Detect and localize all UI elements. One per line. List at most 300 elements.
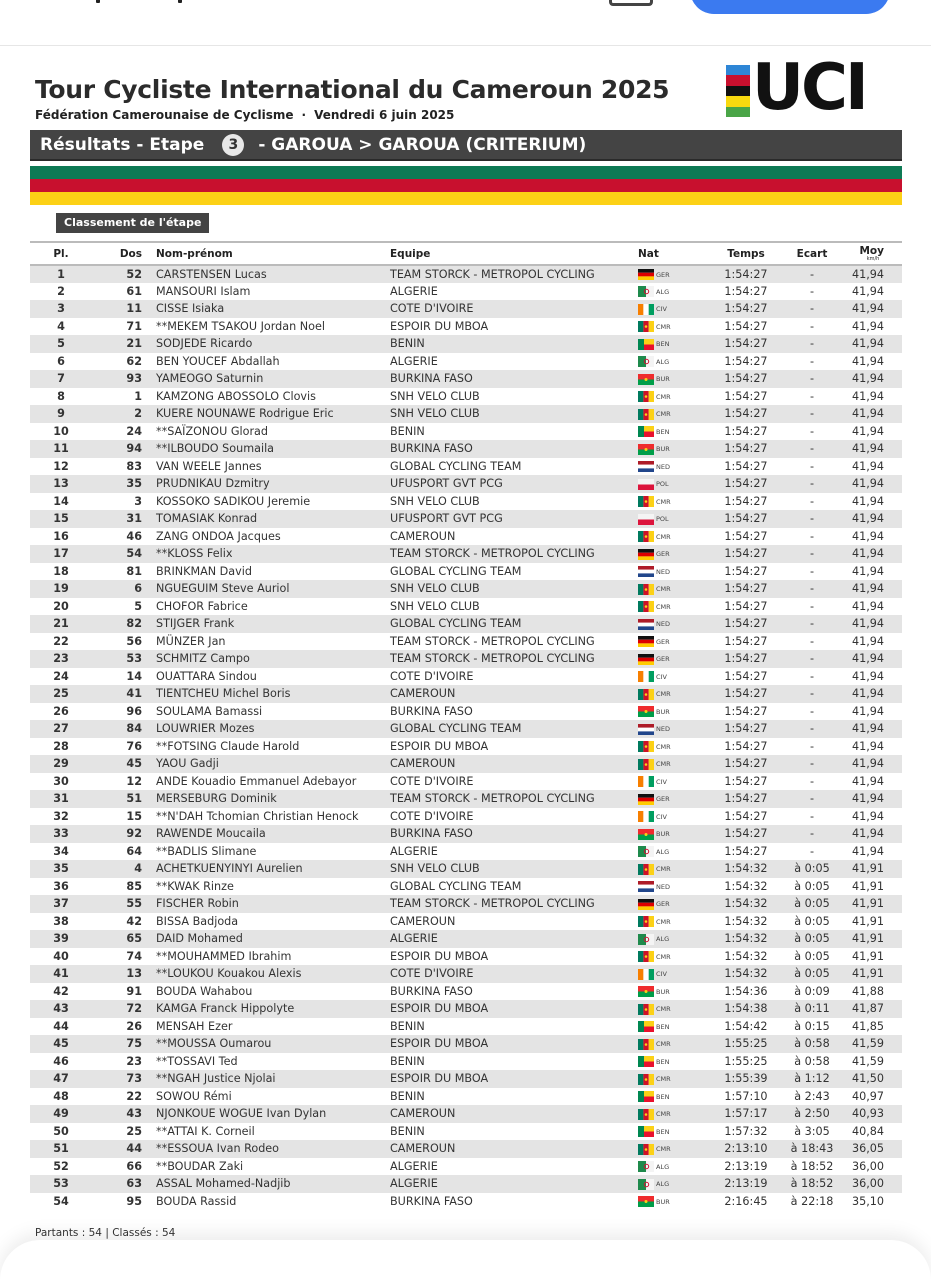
table-row: [30, 808, 902, 826]
nationality: [638, 563, 710, 581]
results-table: [30, 241, 902, 1210]
table-row: [30, 423, 902, 441]
nationality: [638, 878, 710, 896]
place: 21: [53, 617, 69, 631]
average-speed: 41,94: [851, 389, 884, 403]
flag-alg-icon: [638, 846, 654, 857]
place: 33: [53, 827, 69, 841]
bib-number: 81: [126, 564, 142, 578]
bib-number: 6: [134, 582, 142, 596]
team-name: BENIN: [390, 337, 425, 351]
time-gap: -: [809, 459, 815, 473]
bib-number: 55: [126, 897, 142, 911]
average-speed: 41,94: [851, 827, 884, 841]
nat-code: CMR: [656, 1075, 671, 1084]
place: 13: [53, 477, 69, 491]
place: 34: [53, 844, 69, 858]
nat-code: BUR: [656, 707, 670, 716]
flag-ben-icon: [638, 339, 654, 350]
nat-code: BUR: [656, 987, 670, 996]
average-speed: 41,94: [851, 494, 884, 508]
time-gap: -: [809, 617, 815, 631]
race-time: 1:54:36: [724, 984, 768, 998]
team-name: TEAM STORCK - METROPOL CYCLING: [390, 652, 595, 666]
average-speed: 41,94: [851, 284, 884, 298]
race-time: 1:54:27: [724, 389, 768, 403]
time-gap: à 0:58: [794, 1054, 830, 1068]
nationality: [638, 528, 710, 546]
race-time: 1:54:32: [724, 914, 768, 928]
race-time: 2:13:19: [724, 1159, 768, 1173]
nat-code: GER: [656, 900, 670, 909]
rider-name: **ATTAI K. Corneil: [156, 1124, 255, 1138]
team-name: BURKINA FASO: [390, 827, 473, 841]
nationality: [638, 720, 710, 738]
average-speed: 41,91: [851, 897, 884, 911]
team-name: TEAM STORCK - METROPOL CYCLING: [390, 267, 595, 281]
rider-name: ASSAL Mohamed-Nadjib: [156, 1177, 291, 1191]
flag-ned-icon: [638, 566, 654, 577]
team-name: COTE D'IVOIRE: [390, 669, 474, 683]
table-row: [30, 1175, 902, 1193]
table-row: [30, 1035, 902, 1053]
average-speed: 41,94: [851, 739, 884, 753]
time-gap: -: [809, 599, 815, 613]
table-row: [30, 598, 902, 616]
nat-code: NED: [656, 882, 670, 891]
bib-number: 91: [126, 984, 142, 998]
race-time: 1:54:27: [724, 722, 768, 736]
race-time: 1:54:27: [724, 372, 768, 386]
team-name: ESPOIR DU MBOA: [390, 1037, 489, 1051]
team-name: UFUSPORT GVT PCG: [390, 477, 503, 491]
bib-number: 42: [126, 914, 142, 928]
race-time: 1:54:27: [724, 337, 768, 351]
average-speed: 41,87: [851, 1002, 884, 1016]
team-name: COTE D'IVOIRE: [390, 774, 474, 788]
bib-number: 35: [126, 477, 142, 491]
flag-cmr-icon: [638, 689, 654, 700]
time-gap: -: [809, 424, 815, 438]
bib-number: 66: [126, 1159, 142, 1173]
team-name: ESPOIR DU MBOA: [390, 1002, 489, 1016]
flag-alg-icon: [638, 356, 654, 367]
nat-code: CMR: [656, 1145, 671, 1154]
bib-number: 95: [126, 1194, 142, 1208]
nat-code: CMR: [656, 532, 671, 541]
flag-cmr-icon: [638, 951, 654, 962]
bib-number: 94: [126, 442, 142, 456]
place: 38: [53, 914, 69, 928]
bib-number: 73: [126, 1072, 142, 1086]
time-gap: à 0:05: [794, 897, 830, 911]
table-row: [30, 388, 902, 406]
bib-number: 72: [126, 1002, 142, 1016]
primary-action-button[interactable]: [690, 0, 890, 14]
average-speed: 41,94: [851, 302, 884, 316]
race-time: 1:54:27: [724, 704, 768, 718]
nat-code: BEN: [656, 427, 670, 436]
nat-code: CMR: [656, 602, 671, 611]
average-speed: 41,94: [851, 459, 884, 473]
nat-code: NED: [656, 567, 670, 576]
race-time: 1:54:32: [724, 949, 768, 963]
average-speed: 41,91: [851, 914, 884, 928]
team-name: GLOBAL CYCLING TEAM: [390, 617, 522, 631]
race-time: 1:57:17: [724, 1107, 768, 1121]
time-gap: -: [809, 582, 815, 596]
team-name: CAMEROUN: [390, 529, 456, 543]
rider-name: TOMASIAK Konrad: [156, 512, 258, 526]
team-name: CAMEROUN: [390, 1142, 456, 1156]
flag-cmr-icon: [638, 759, 654, 770]
rider-name: CARSTENSEN Lucas: [156, 267, 267, 281]
team-name: BURKINA FASO: [390, 704, 473, 718]
table-row: [30, 825, 902, 843]
nat-code: NED: [656, 725, 670, 734]
table-row: [30, 685, 902, 703]
nationality: [638, 353, 710, 371]
team-name: BENIN: [390, 1124, 425, 1138]
table-row: [30, 510, 902, 528]
nat-code: CMR: [656, 1110, 671, 1119]
stage-number-badge: 3: [222, 134, 244, 156]
rider-name: ZANG ONDOA Jacques: [156, 529, 281, 543]
rider-name: ACHETKUENYINYI Aurelien: [156, 862, 303, 876]
nationality: [638, 1053, 710, 1071]
nat-code: ALG: [656, 287, 670, 296]
band-yellow: [30, 192, 902, 205]
rider-name: TIENTCHEU Michel Boris: [156, 687, 291, 701]
average-speed: 41,59: [851, 1054, 884, 1068]
average-speed: 40,84: [851, 1124, 884, 1138]
time-gap: -: [809, 722, 815, 736]
team-name: CAMEROUN: [390, 914, 456, 928]
nat-code: CMR: [656, 322, 671, 331]
flag-ger-icon: [638, 549, 654, 560]
race-time: 1:54:27: [724, 634, 768, 648]
nat-code: CMR: [656, 742, 671, 751]
team-name: SNH VELO CLUB: [390, 599, 480, 613]
team-name: BENIN: [390, 1019, 425, 1033]
time-gap: -: [809, 809, 815, 823]
bib-number: 83: [126, 459, 142, 473]
rider-name: NJONKOUE WOGUE Ivan Dylan: [156, 1107, 327, 1121]
flag-civ-icon: [638, 671, 654, 682]
rider-name: KOSSOKO SADIKOU Jeremie: [156, 494, 311, 508]
place: 54: [53, 1194, 69, 1208]
bib-number: 51: [126, 792, 142, 806]
table-row: [30, 948, 902, 966]
place: 15: [53, 512, 69, 526]
nat-code: CIV: [656, 812, 667, 821]
time-gap: -: [809, 494, 815, 508]
bib-number: 1: [134, 389, 142, 403]
time-gap: -: [809, 337, 815, 351]
race-time: 1:55:25: [724, 1037, 768, 1051]
average-speed: 41,88: [851, 984, 884, 998]
team-name: ALGERIE: [390, 844, 438, 858]
bib-number: 41: [126, 687, 142, 701]
bib-number: 62: [126, 354, 142, 368]
flag-ger-icon: [638, 636, 654, 647]
nat-code: CMR: [656, 952, 671, 961]
place: 16: [53, 529, 69, 543]
cameroon-color-band: [30, 166, 902, 205]
nat-code: CIV: [656, 305, 667, 314]
time-gap: à 18:43: [790, 1142, 834, 1156]
table-row: [30, 335, 902, 353]
time-gap: -: [809, 529, 815, 543]
place: 37: [53, 897, 69, 911]
team-name: COTE D'IVOIRE: [390, 967, 474, 981]
average-speed: 41,94: [851, 267, 884, 281]
race-time: 2:16:45: [724, 1194, 768, 1208]
nat-code: CMR: [656, 585, 671, 594]
rider-name: MANSOURI Islam: [156, 284, 251, 298]
rider-name: OUATTARA Sindou: [156, 669, 257, 683]
nationality: [638, 668, 710, 686]
time-gap: à 0:11: [794, 1002, 830, 1016]
team-name: SNH VELO CLUB: [390, 582, 480, 596]
team-name: BENIN: [390, 1054, 425, 1068]
nationality: [638, 265, 710, 283]
rider-name: **ESSOUA Ivan Rodeo: [156, 1142, 280, 1156]
place: 48: [53, 1089, 69, 1103]
bib-number: 4: [134, 862, 142, 876]
table-row: [30, 1018, 902, 1036]
race-time: 1:54:27: [724, 827, 768, 841]
flag-cmr-icon: [638, 864, 654, 875]
nat-code: POL: [656, 515, 669, 524]
flag-cmr-icon: [638, 321, 654, 332]
time-gap: -: [809, 844, 815, 858]
rider-name: CISSE Isiaka: [156, 302, 225, 316]
place: 36: [53, 879, 69, 893]
place: 44: [53, 1019, 69, 1033]
average-speed: 41,94: [851, 844, 884, 858]
flag-ben-icon: [638, 1126, 654, 1137]
nationality: [638, 790, 710, 808]
bottom-sheet[interactable]: [0, 1240, 931, 1280]
time-gap: à 0:05: [794, 949, 830, 963]
nationality: [638, 335, 710, 353]
race-time: 1:54:27: [724, 547, 768, 561]
race-time: 1:54:32: [724, 932, 768, 946]
time-gap: -: [809, 774, 815, 788]
time-gap: -: [809, 792, 815, 806]
rider-name: **TOSSAVI Ted: [156, 1054, 238, 1068]
table-row: [30, 370, 902, 388]
rider-name: SOULAMA Bamassi: [156, 704, 263, 718]
nat-code: GER: [656, 270, 670, 279]
race-time: 1:54:27: [724, 512, 768, 526]
table-row: [30, 633, 902, 651]
team-name: GLOBAL CYCLING TEAM: [390, 459, 522, 473]
time-gap: -: [809, 477, 815, 491]
col-header-nat: Nat: [638, 247, 659, 260]
race-time: 1:54:27: [724, 757, 768, 771]
avg-label: Moy: [859, 245, 884, 257]
nationality: [638, 580, 710, 598]
results-document: [0, 47, 931, 1280]
average-speed: 41,91: [851, 932, 884, 946]
rider-name: STIJGER Frank: [156, 617, 235, 631]
table-row: [30, 650, 902, 668]
table-row: [30, 1070, 902, 1088]
flag-alg-icon: [638, 934, 654, 945]
team-name: BURKINA FASO: [390, 442, 473, 456]
table-row: [30, 580, 902, 598]
nationality: [638, 1140, 710, 1158]
place: 28: [53, 739, 69, 753]
flag-cmr-icon: [638, 741, 654, 752]
rider-name: **KLOSS Felix: [156, 547, 233, 561]
flag-cmr-icon: [638, 916, 654, 927]
average-speed: 41,94: [851, 617, 884, 631]
nationality: [638, 1105, 710, 1123]
nat-code: ALG: [656, 1162, 670, 1171]
bib-number: 24: [126, 424, 142, 438]
place: 3: [57, 302, 65, 316]
time-gap: à 2:50: [794, 1107, 830, 1121]
place: 43: [53, 1002, 69, 1016]
bib-number: 14: [126, 669, 142, 683]
flag-ben-icon: [638, 1021, 654, 1032]
average-speed: 41,94: [851, 337, 884, 351]
place: 20: [53, 599, 69, 613]
col-header-place: Pl.: [53, 247, 69, 260]
team-name: ALGERIE: [390, 932, 438, 946]
average-speed: 41,94: [851, 652, 884, 666]
rider-name: FISCHER Robin: [156, 897, 239, 911]
race-time: 1:57:32: [724, 1124, 768, 1138]
time-gap: -: [809, 827, 815, 841]
section-label: Classement de l'étape: [56, 213, 209, 233]
nat-code: BEN: [656, 340, 670, 349]
team-name: BURKINA FASO: [390, 1194, 473, 1208]
place: 1: [57, 267, 65, 281]
time-gap: à 3:05: [794, 1124, 830, 1138]
flag-ned-icon: [638, 724, 654, 735]
bib-number: 52: [126, 267, 142, 281]
rider-name: KAMZONG ABOSSOLO Clovis: [156, 389, 316, 403]
average-speed: 41,94: [851, 372, 884, 386]
place: 6: [57, 354, 65, 368]
flag-cmr-icon: [638, 1039, 654, 1050]
place: 51: [53, 1142, 69, 1156]
rider-name: BRINKMAN David: [156, 564, 252, 578]
table-row: [30, 1053, 902, 1071]
place: 14: [53, 494, 69, 508]
average-speed: 41,94: [851, 319, 884, 333]
place: 25: [53, 687, 69, 701]
nationality: [638, 615, 710, 633]
rider-name: PRUDNIKAU Dzmitry: [156, 477, 270, 491]
time-gap: à 1:12: [794, 1072, 830, 1086]
federation-name: Fédération Camerounaise de Cyclisme: [35, 108, 294, 122]
bib-number: 3: [134, 494, 142, 508]
bib-number: 23: [126, 1054, 142, 1068]
table-row: [30, 773, 902, 791]
nationality: [638, 283, 710, 301]
team-name: BENIN: [390, 424, 425, 438]
place: 12: [53, 459, 69, 473]
bib-number: 54: [126, 547, 142, 561]
flag-cmr-icon: [638, 409, 654, 420]
nationality: [638, 1123, 710, 1141]
flag-cmr-icon: [638, 1109, 654, 1120]
average-speed: 41,94: [851, 809, 884, 823]
race-time: 1:54:27: [724, 407, 768, 421]
average-speed: 41,94: [851, 792, 884, 806]
col-header-name: Nom-prénom: [156, 247, 233, 260]
nationality: [638, 458, 710, 476]
place: 40: [53, 949, 69, 963]
flag-cmr-icon: [638, 391, 654, 402]
toolbar-text-fragment: [96, 0, 100, 3]
table-row: [30, 353, 902, 371]
nat-code: GER: [656, 655, 670, 664]
place: 49: [53, 1107, 69, 1121]
average-speed: 36,05: [851, 1142, 884, 1156]
time-gap: à 0:09: [794, 984, 830, 998]
team-name: ALGERIE: [390, 1177, 438, 1191]
nat-code: BUR: [656, 830, 670, 839]
nat-code: CIV: [656, 970, 667, 979]
flag-ned-icon: [638, 619, 654, 630]
rider-name: **ILBOUDO Soumaila: [156, 442, 275, 456]
flag-bur-icon: [638, 706, 654, 717]
place: 42: [53, 984, 69, 998]
flag-cmr-icon: [638, 1074, 654, 1085]
team-name: ESPOIR DU MBOA: [390, 1072, 489, 1086]
table-row: [30, 1105, 902, 1123]
nat-code: POL: [656, 480, 669, 489]
average-speed: 41,94: [851, 529, 884, 543]
tabs-button[interactable]: [609, 0, 653, 6]
nat-code: CIV: [656, 777, 667, 786]
flag-bur-icon: [638, 1196, 654, 1207]
table-row: [30, 283, 902, 301]
nationality: [638, 860, 710, 878]
place: 8: [57, 389, 65, 403]
time-gap: -: [809, 704, 815, 718]
stage-banner: [30, 130, 902, 161]
bib-number: 85: [126, 879, 142, 893]
table-row: [30, 878, 902, 896]
table-row: [30, 895, 902, 913]
place: 10: [53, 424, 69, 438]
team-name: BURKINA FASO: [390, 372, 473, 386]
nationality: [638, 388, 710, 406]
average-speed: 41,94: [851, 704, 884, 718]
bib-number: 75: [126, 1037, 142, 1051]
flag-civ-icon: [638, 304, 654, 315]
rider-name: KAMGA Franck Hippolyte: [156, 1002, 295, 1016]
bib-number: 93: [126, 372, 142, 386]
average-speed: 36,00: [851, 1177, 884, 1191]
flag-ned-icon: [638, 461, 654, 472]
time-gap: -: [809, 652, 815, 666]
table-row: [30, 545, 902, 563]
average-speed: 41,91: [851, 967, 884, 981]
nat-code: GER: [656, 550, 670, 559]
team-name: TEAM STORCK - METROPOL CYCLING: [390, 634, 595, 648]
bib-number: 63: [126, 1177, 142, 1191]
bib-number: 92: [126, 827, 142, 841]
table-header-row: [30, 242, 902, 265]
